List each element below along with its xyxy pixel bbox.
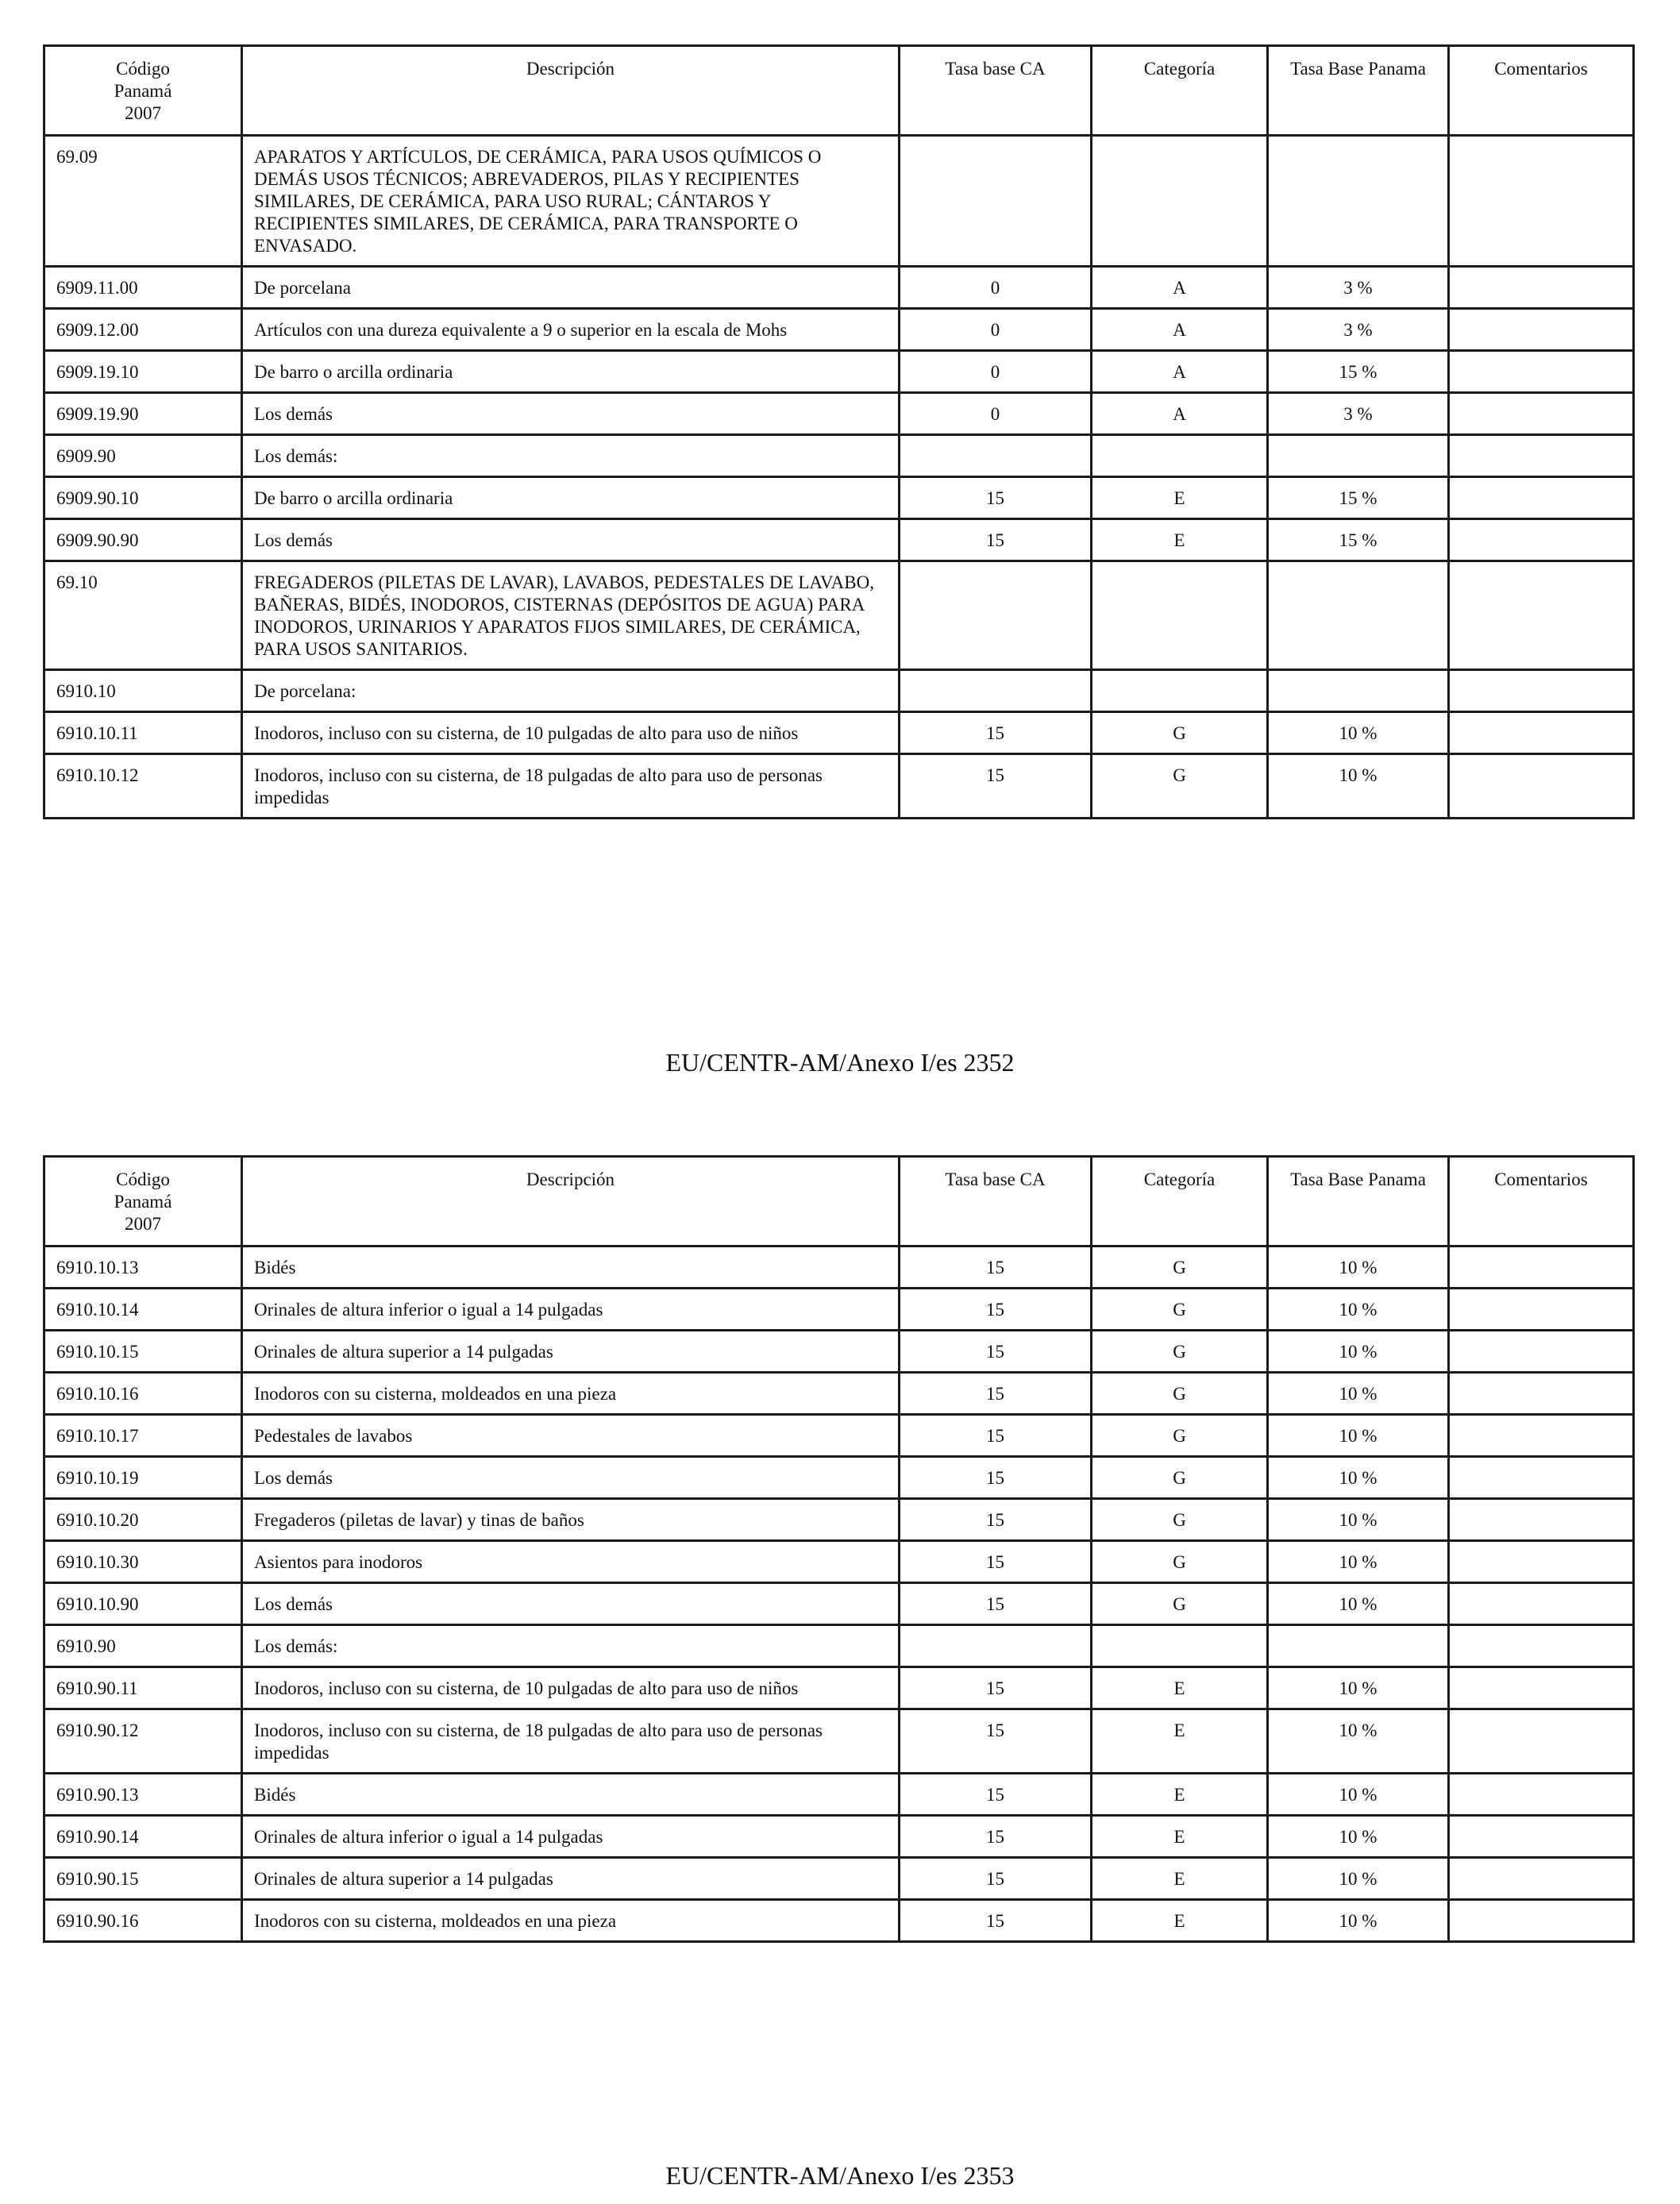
- cell-descripcion: Los demás: [242, 519, 900, 561]
- table-row: [44, 1774, 1634, 1816]
- header-descripcion: Descripción: [242, 1157, 900, 1246]
- header-codigo-line1: Código: [116, 1169, 170, 1189]
- table-row: [44, 1583, 1634, 1625]
- cell-tasa-ca: 15: [900, 1709, 1092, 1774]
- cell-comentarios: [1449, 1858, 1634, 1900]
- header-tasa-ca: Tasa base CA: [900, 1157, 1092, 1246]
- cell-categoria: A: [1092, 267, 1268, 309]
- cell-comentarios: [1449, 1289, 1634, 1331]
- cell-categoria: E: [1092, 477, 1268, 519]
- cell-categoria: E: [1092, 1774, 1268, 1816]
- cell-comentarios: [1449, 1499, 1634, 1541]
- cell-codigo: 6909.19.10: [44, 351, 242, 393]
- cell-tasa-ca: 0: [900, 351, 1092, 393]
- cell-categoria: E: [1092, 1816, 1268, 1858]
- cell-tasa-ca: 15: [900, 519, 1092, 561]
- cell-comentarios: [1449, 754, 1634, 819]
- table-row: [44, 1415, 1634, 1457]
- cell-descripcion: Los demás:: [242, 435, 900, 477]
- table-row: [44, 1373, 1634, 1415]
- cell-comentarios: [1449, 1709, 1634, 1774]
- cell-descripcion: Los demás: [242, 393, 900, 435]
- cell-descripcion: Asientos para inodoros: [242, 1541, 900, 1583]
- cell-codigo: 6910.10.20: [44, 1499, 242, 1541]
- cell-tasa-panama: 10 %: [1268, 1331, 1449, 1373]
- cell-categoria: G: [1092, 1541, 1268, 1583]
- cell-comentarios: [1449, 1667, 1634, 1709]
- cell-tasa-panama: 10 %: [1268, 1373, 1449, 1415]
- cell-tasa-panama: 10 %: [1268, 712, 1449, 754]
- cell-tasa-ca: 15: [900, 1246, 1092, 1289]
- cell-tasa-panama: [1268, 136, 1449, 267]
- cell-tasa-ca: [900, 670, 1092, 712]
- cell-comentarios: [1449, 519, 1634, 561]
- table-row: [44, 712, 1634, 754]
- cell-descripcion: Orinales de altura superior a 14 pulgadas: [242, 1858, 900, 1900]
- table-row: [44, 1858, 1634, 1900]
- cell-tasa-panama: 10 %: [1268, 1246, 1449, 1289]
- cell-categoria: G: [1092, 1289, 1268, 1331]
- header-tasa-panama: Tasa Base Panama: [1268, 1157, 1449, 1246]
- cell-tasa-panama: [1268, 670, 1449, 712]
- table-row: [44, 1709, 1634, 1774]
- cell-tasa-ca: [900, 561, 1092, 670]
- cell-tasa-panama: [1268, 435, 1449, 477]
- table-header-row: [44, 46, 1634, 136]
- table-row: [44, 1499, 1634, 1541]
- cell-descripcion: Orinales de altura inferior o igual a 14 pulgadas: [242, 1816, 900, 1858]
- table-row: [44, 435, 1634, 477]
- cell-descripcion: Inodoros, incluso con su cisterna, de 10 pulgadas de alto para uso de niños: [242, 1667, 900, 1709]
- cell-descripcion: De porcelana: [242, 267, 900, 309]
- header-tasa-ca: Tasa base CA: [900, 46, 1092, 136]
- cell-codigo: 6910.90.14: [44, 1816, 242, 1858]
- table-row: [44, 519, 1634, 561]
- table-row: [44, 309, 1634, 351]
- cell-categoria: E: [1092, 1667, 1268, 1709]
- cell-tasa-panama: [1268, 1625, 1449, 1667]
- cell-descripcion: Inodoros, incluso con su cisterna, de 18 pulgadas de alto para uso de personas impedidas: [242, 1709, 900, 1774]
- cell-tasa-ca: 15: [900, 1774, 1092, 1816]
- cell-tasa-ca: 0: [900, 393, 1092, 435]
- cell-categoria: [1092, 1625, 1268, 1667]
- cell-codigo: 6910.10.11: [44, 712, 242, 754]
- cell-categoria: [1092, 561, 1268, 670]
- cell-tasa-panama: 15 %: [1268, 519, 1449, 561]
- cell-categoria: A: [1092, 309, 1268, 351]
- cell-descripcion: APARATOS Y ARTÍCULOS, DE CERÁMICA, PARA USOS QUÍMICOS O DEMÁS USOS TÉCNICOS; ABREVADEROS, PILAS Y RECIPIENTES SIMILARES, DE CERÁMICA, PARA USO RURAL; CÁNTAROS Y RECIPIENTES SIMILARES, DE CERÁMICA, PARA TRANSPORTE O ENVASADO.: [242, 136, 900, 267]
- cell-codigo: 69.10: [44, 561, 242, 670]
- cell-comentarios: [1449, 1331, 1634, 1373]
- cell-categoria: E: [1092, 1858, 1268, 1900]
- table-row: [44, 754, 1634, 819]
- cell-comentarios: [1449, 1625, 1634, 1667]
- table-row: [44, 351, 1634, 393]
- table-row: [44, 1289, 1634, 1331]
- cell-codigo: 6910.10.19: [44, 1457, 242, 1499]
- cell-tasa-panama: 10 %: [1268, 1583, 1449, 1625]
- table-row: [44, 670, 1634, 712]
- tariff-table: [43, 44, 1635, 819]
- cell-codigo: 69.09: [44, 136, 242, 267]
- cell-descripcion: FREGADEROS (PILETAS DE LAVAR), LAVABOS, PEDESTALES DE LAVABO, BAÑERAS, BIDÉS, INODOROS, CISTERNAS (DEPÓSITOS DE AGUA) PARA INODOROS, URINARIOS Y APARATOS FIJOS SIMILARES, DE CERÁMICA, PARA USOS SANITARIOS.: [242, 561, 900, 670]
- tariff-table: [43, 1155, 1635, 1943]
- table-row: [44, 477, 1634, 519]
- cell-codigo: 6910.90.13: [44, 1774, 242, 1816]
- cell-categoria: G: [1092, 1246, 1268, 1289]
- header-descripcion: Descripción: [242, 46, 900, 136]
- cell-comentarios: [1449, 1415, 1634, 1457]
- cell-codigo: 6910.90.11: [44, 1667, 242, 1709]
- header-codigo-line3: 2007: [125, 1214, 161, 1234]
- cell-tasa-ca: 15: [900, 1289, 1092, 1331]
- cell-descripcion: Inodoros, incluso con su cisterna, de 18 pulgadas de alto para uso de personas impedidas: [242, 754, 900, 819]
- table-header-row: [44, 1157, 1634, 1246]
- cell-descripcion: Bidés: [242, 1774, 900, 1816]
- cell-tasa-panama: 10 %: [1268, 1900, 1449, 1942]
- cell-categoria: G: [1092, 712, 1268, 754]
- header-codigo: [44, 46, 242, 136]
- cell-comentarios: [1449, 267, 1634, 309]
- cell-comentarios: [1449, 309, 1634, 351]
- cell-tasa-ca: 15: [900, 1900, 1092, 1942]
- table-row: [44, 1625, 1634, 1667]
- cell-tasa-panama: 15 %: [1268, 351, 1449, 393]
- cell-comentarios: [1449, 435, 1634, 477]
- cell-tasa-ca: 15: [900, 1858, 1092, 1900]
- table-row: [44, 1457, 1634, 1499]
- cell-codigo: 6909.90: [44, 435, 242, 477]
- tariff-section-1: [43, 44, 1632, 819]
- cell-categoria: [1092, 670, 1268, 712]
- cell-descripcion: Los demás: [242, 1583, 900, 1625]
- header-codigo-line1: Código: [116, 59, 170, 79]
- cell-tasa-panama: [1268, 561, 1449, 670]
- table-row: [44, 1331, 1634, 1373]
- cell-categoria: E: [1092, 1709, 1268, 1774]
- header-codigo: [44, 1157, 242, 1246]
- table-row: [44, 136, 1634, 267]
- cell-codigo: 6910.10.16: [44, 1373, 242, 1415]
- cell-comentarios: [1449, 561, 1634, 670]
- cell-tasa-ca: 15: [900, 1415, 1092, 1457]
- cell-tasa-ca: 0: [900, 309, 1092, 351]
- header-categoria: Categoría: [1092, 46, 1268, 136]
- header-comentarios: Comentarios: [1449, 46, 1634, 136]
- cell-codigo: 6910.10.17: [44, 1415, 242, 1457]
- cell-comentarios: [1449, 1900, 1634, 1942]
- cell-tasa-ca: 15: [900, 1457, 1092, 1499]
- cell-comentarios: [1449, 1457, 1634, 1499]
- cell-codigo: 6909.90.90: [44, 519, 242, 561]
- table-row: [44, 393, 1634, 435]
- table-row: [44, 561, 1634, 670]
- cell-codigo: 6910.10.14: [44, 1289, 242, 1331]
- table-body: [44, 1246, 1634, 1942]
- cell-comentarios: [1449, 393, 1634, 435]
- cell-descripcion: Inodoros, incluso con su cisterna, de 10 pulgadas de alto para uso de niños: [242, 712, 900, 754]
- cell-tasa-ca: 15: [900, 1373, 1092, 1415]
- cell-codigo: 6910.90.12: [44, 1709, 242, 1774]
- cell-codigo: 6909.12.00: [44, 309, 242, 351]
- cell-comentarios: [1449, 1246, 1634, 1289]
- cell-tasa-ca: 15: [900, 712, 1092, 754]
- table-body: [44, 136, 1634, 819]
- cell-codigo: 6910.10.15: [44, 1331, 242, 1373]
- cell-codigo: 6910.10.13: [44, 1246, 242, 1289]
- table-row: [44, 1667, 1634, 1709]
- cell-comentarios: [1449, 136, 1634, 267]
- header-codigo-line2: Panamá: [114, 81, 172, 101]
- cell-categoria: G: [1092, 1373, 1268, 1415]
- table-row: [44, 1541, 1634, 1583]
- cell-descripcion: De porcelana:: [242, 670, 900, 712]
- cell-descripcion: Inodoros con su cisterna, moldeados en una pieza: [242, 1373, 900, 1415]
- cell-categoria: G: [1092, 1331, 1268, 1373]
- cell-comentarios: [1449, 1816, 1634, 1858]
- cell-categoria: G: [1092, 754, 1268, 819]
- cell-categoria: [1092, 435, 1268, 477]
- cell-descripcion: Pedestales de lavabos: [242, 1415, 900, 1457]
- cell-codigo: 6910.90.15: [44, 1858, 242, 1900]
- cell-tasa-ca: [900, 1625, 1092, 1667]
- page-footer: EU/CENTR-AM/Anexo I/es 2353: [665, 2161, 1015, 2190]
- cell-comentarios: [1449, 1373, 1634, 1415]
- cell-tasa-ca: 15: [900, 1667, 1092, 1709]
- cell-tasa-panama: 10 %: [1268, 1816, 1449, 1858]
- cell-tasa-panama: 10 %: [1268, 1709, 1449, 1774]
- cell-descripcion: Orinales de altura inferior o igual a 14 pulgadas: [242, 1289, 900, 1331]
- page-footer: EU/CENTR-AM/Anexo I/es 2352: [665, 1048, 1015, 1077]
- cell-tasa-panama: 3 %: [1268, 393, 1449, 435]
- table-row: [44, 267, 1634, 309]
- cell-descripcion: De barro o arcilla ordinaria: [242, 351, 900, 393]
- cell-codigo: 6909.19.90: [44, 393, 242, 435]
- cell-comentarios: [1449, 351, 1634, 393]
- cell-tasa-ca: 15: [900, 1499, 1092, 1541]
- cell-descripcion: De barro o arcilla ordinaria: [242, 477, 900, 519]
- cell-tasa-panama: 10 %: [1268, 1457, 1449, 1499]
- cell-descripcion: Los demás: [242, 1457, 900, 1499]
- cell-tasa-ca: [900, 136, 1092, 267]
- cell-codigo: 6910.10.90: [44, 1583, 242, 1625]
- cell-categoria: G: [1092, 1457, 1268, 1499]
- cell-tasa-ca: 0: [900, 267, 1092, 309]
- cell-categoria: E: [1092, 519, 1268, 561]
- cell-codigo: 6910.10.30: [44, 1541, 242, 1583]
- cell-tasa-ca: 15: [900, 1541, 1092, 1583]
- cell-tasa-ca: 15: [900, 1331, 1092, 1373]
- cell-tasa-ca: 15: [900, 1583, 1092, 1625]
- cell-codigo: 6909.11.00: [44, 267, 242, 309]
- cell-tasa-panama: 10 %: [1268, 1541, 1449, 1583]
- cell-comentarios: [1449, 1541, 1634, 1583]
- cell-comentarios: [1449, 670, 1634, 712]
- cell-codigo: 6910.10.12: [44, 754, 242, 819]
- tariff-section-2: [43, 1155, 1632, 1943]
- cell-comentarios: [1449, 1774, 1634, 1816]
- cell-tasa-panama: 10 %: [1268, 1858, 1449, 1900]
- cell-categoria: G: [1092, 1499, 1268, 1541]
- cell-tasa-panama: 3 %: [1268, 309, 1449, 351]
- cell-categoria: G: [1092, 1583, 1268, 1625]
- cell-tasa-ca: [900, 435, 1092, 477]
- cell-comentarios: [1449, 477, 1634, 519]
- table-row: [44, 1246, 1634, 1289]
- cell-comentarios: [1449, 1583, 1634, 1625]
- cell-codigo: 6910.90: [44, 1625, 242, 1667]
- cell-tasa-ca: 15: [900, 1816, 1092, 1858]
- cell-comentarios: [1449, 712, 1634, 754]
- cell-categoria: A: [1092, 351, 1268, 393]
- cell-descripcion: Artículos con una dureza equivalente a 9 o superior en la escala de Mohs: [242, 309, 900, 351]
- cell-tasa-panama: 15 %: [1268, 477, 1449, 519]
- cell-categoria: E: [1092, 1900, 1268, 1942]
- header-comentarios: Comentarios: [1449, 1157, 1634, 1246]
- header-codigo-line3: 2007: [125, 103, 161, 123]
- cell-descripcion: Fregaderos (piletas de lavar) y tinas de baños: [242, 1499, 900, 1541]
- header-codigo-line2: Panamá: [114, 1192, 172, 1212]
- cell-tasa-panama: 10 %: [1268, 1289, 1449, 1331]
- cell-tasa-panama: 10 %: [1268, 1499, 1449, 1541]
- cell-tasa-panama: 10 %: [1268, 1774, 1449, 1816]
- cell-categoria: G: [1092, 1415, 1268, 1457]
- table-row: [44, 1900, 1634, 1942]
- cell-categoria: [1092, 136, 1268, 267]
- header-tasa-panama: Tasa Base Panama: [1268, 46, 1449, 136]
- cell-tasa-panama: 10 %: [1268, 1415, 1449, 1457]
- cell-tasa-panama: 3 %: [1268, 267, 1449, 309]
- cell-codigo: 6910.90.16: [44, 1900, 242, 1942]
- cell-codigo: 6909.90.10: [44, 477, 242, 519]
- cell-tasa-ca: 15: [900, 754, 1092, 819]
- cell-descripcion: Bidés: [242, 1246, 900, 1289]
- header-categoria: Categoría: [1092, 1157, 1268, 1246]
- cell-tasa-panama: 10 %: [1268, 754, 1449, 819]
- cell-categoria: A: [1092, 393, 1268, 435]
- cell-descripcion: Inodoros con su cisterna, moldeados en una pieza: [242, 1900, 900, 1942]
- cell-codigo: 6910.10: [44, 670, 242, 712]
- cell-tasa-ca: 15: [900, 477, 1092, 519]
- cell-descripcion: Los demás:: [242, 1625, 900, 1667]
- cell-descripcion: Orinales de altura superior a 14 pulgadas: [242, 1331, 900, 1373]
- table-row: [44, 1816, 1634, 1858]
- cell-tasa-panama: 10 %: [1268, 1667, 1449, 1709]
